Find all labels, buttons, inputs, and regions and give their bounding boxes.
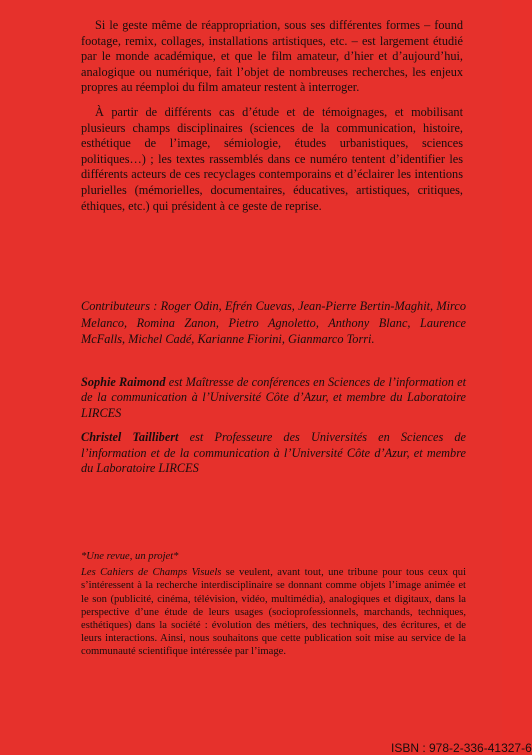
author-bios (81, 375, 466, 476)
bio-sophie-raimond (81, 375, 466, 421)
bio-text: est Professeure des Universités en Sciences de l’information et de la communication à l’Université Côte d’Azur, et membre du Laboratoire LIRCES (81, 430, 466, 476)
abstract (81, 18, 463, 214)
abstract-paragraph-2: À partir de différents cas d’étude et de témoignages, et mobilisant plusieurs champs disciplinaires (sciences de la communication, histoire, esthétique de l’image, sémiologie, études urbanistiques, sciences politiques…) ; les textes rassemblés dans ce numéro tentent d’identifier les différents acteurs de ces recyclages contemporains et d’éclairer les intentions plurielles (mémorielles, documentaires, éducatives, artistiques, critiques, éthiques, etc.) qui président à ce geste de reprise. (81, 104, 463, 213)
revue-series-name: Les Cahiers de Champs Visuels (81, 567, 222, 579)
bio-name: Christel Taillibert (81, 430, 179, 445)
bio-christel-taillibert (81, 430, 466, 476)
bio-text: est Maîtresse de conférences en Sciences de l’information et de la communication à l’Université Côte d’Azur, et membre du Laboratoire LIRCES (81, 375, 466, 420)
contributors (81, 298, 466, 348)
bio-name: Sophie Raimond (81, 375, 166, 389)
revue-section (81, 550, 466, 659)
revue-body (81, 566, 466, 658)
contributors-text: Contributeurs : Roger Odin, Efrén Cuevas, Jean-Pierre Bertin-Maghit, Mirco Melanco, Romina Zanon, Pietro Agnoletto, Anthony Blanc, Laurence McFalls, Michel Cadé, Karianne Fiorini, Gianmarco Torri. (81, 299, 466, 347)
isbn: ISBN : 978-2-336-41327-6 (391, 741, 532, 755)
abstract-paragraph-1: Si le geste même de réappropriation, sous ses différentes formes – found footage, remix, collages, installations artistiques, etc. – est largement étudié par le monde académique, et que le film amateur, d’hier et d’aujourd’hui, analogique ou numérique, fait l’objet de nombreuses recherches, les enjeux propres au réemploi du film amateur restent à interroger. (81, 18, 463, 95)
revue-body-text: se veulent, avant tout, une tribune pour tous ceux qui s’intéressent à la recherche interdisciplinaire se donnant comme objets l’image animée et le son (publicité, cinéma, télévision, vidéo, multimédia), analogiques et digitaux, dans la perspective d’une étude de leurs usages (socioprofessionnels, marchands, techniques, esthétiques) dans la société : évolution des métiers, des techniques, des écritures, et de leurs interactions. Ainsi, nous souhaitons que cette publication soit mise au service de la communauté scientifique intéressée par l’image. (81, 567, 467, 658)
revue-title: *Une revue, un projet* (81, 551, 179, 562)
